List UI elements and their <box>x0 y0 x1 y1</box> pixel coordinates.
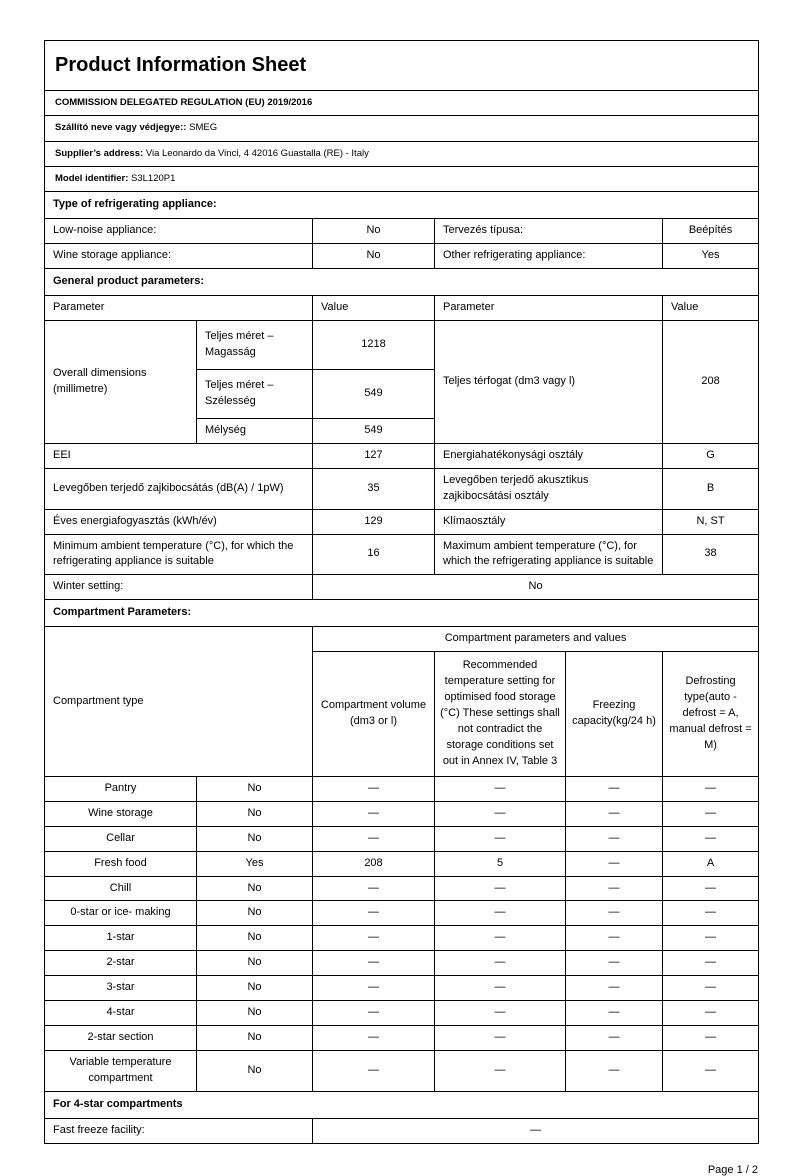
compartment-temp-cell: — <box>435 951 566 976</box>
compartment-volume-cell: — <box>313 976 435 1001</box>
col-header-freezing: Freezing capacity(kg/24 h) <box>566 652 663 777</box>
compartment-freezing-cell: — <box>566 901 663 926</box>
compartment-row <box>45 776 759 801</box>
noise-class-label: Levegőben terjedő akusztikus zajkibocsátási osztály <box>435 468 663 509</box>
supplier-address-row <box>45 141 759 166</box>
wine-storage-appliance-row <box>45 244 759 269</box>
energy-consumption-row <box>45 509 759 534</box>
param-header-1: Parameter <box>45 296 313 321</box>
compartment-present-cell: No <box>197 776 313 801</box>
total-volume-value: 208 <box>663 321 759 444</box>
compartment-volume-cell: 208 <box>313 851 435 876</box>
compartment-present-cell: No <box>197 901 313 926</box>
ambient-temperature-row <box>45 534 759 575</box>
compartment-row <box>45 1026 759 1051</box>
compartment-present-cell: No <box>197 1001 313 1026</box>
compartment-present-cell: Yes <box>197 851 313 876</box>
supplier-name-label: Szállító neve vagy védjegye:: <box>55 122 187 134</box>
supplier-address-value: Via Leonardo da Vinci, 4 42016 Guastalla (RE) - Italy <box>145 147 369 159</box>
min-ambient-value: 16 <box>313 534 435 575</box>
compartment-freezing-cell: — <box>566 976 663 1001</box>
dimension-depth-value: 549 <box>313 418 435 443</box>
page-footer: Page 1 / 2 <box>707 1163 758 1176</box>
compartment-type-cell: Chill <box>45 876 197 901</box>
compartment-defrost-cell: — <box>663 876 759 901</box>
compartment-temp-cell: — <box>435 801 566 826</box>
compartment-row <box>45 976 759 1001</box>
total-volume-label: Teljes térfogat (dm3 vagy l) <box>435 321 663 444</box>
compartment-temp-cell: — <box>435 976 566 1001</box>
compartment-type-cell: Fresh food <box>45 851 197 876</box>
noise-value: 35 <box>313 468 435 509</box>
compartment-temp-cell: — <box>435 1001 566 1026</box>
other-appliance-label: Other refrigerating appliance: <box>435 244 663 269</box>
compartment-type-cell: 3-star <box>45 976 197 1001</box>
product-information-sheet <box>44 40 759 1144</box>
compartment-type-cell: Cellar <box>45 826 197 851</box>
compartment-type-cell: Wine storage <box>45 801 197 826</box>
fast-freeze-row <box>45 1118 759 1143</box>
supplier-name-row <box>45 116 759 141</box>
eei-row <box>45 443 759 468</box>
winter-setting-value: No <box>313 575 759 600</box>
compartment-temp-cell: — <box>435 776 566 801</box>
compartment-present-cell: No <box>197 951 313 976</box>
compartment-row <box>45 901 759 926</box>
compartment-volume-cell: — <box>313 951 435 976</box>
compartment-row <box>45 851 759 876</box>
compartment-defrost-cell: — <box>663 776 759 801</box>
min-ambient-label: Minimum ambient temperature (°C), for which the refrigerating appliance is suitable <box>45 534 313 575</box>
compartment-type-cell: 1-star <box>45 926 197 951</box>
climate-class-value: N, ST <box>663 509 759 534</box>
compartment-defrost-cell: — <box>663 1026 759 1051</box>
param-header-2: Parameter <box>435 296 663 321</box>
compartment-temp-cell: 5 <box>435 851 566 876</box>
compartment-volume-cell: — <box>313 1026 435 1051</box>
compartment-freezing-cell: — <box>566 876 663 901</box>
compartment-volume-cell: — <box>313 826 435 851</box>
low-noise-row <box>45 219 759 244</box>
dimension-height-value: 1218 <box>313 321 435 370</box>
value-header-2: Value <box>663 296 759 321</box>
compartment-freezing-cell: — <box>566 1026 663 1051</box>
compartment-temp-cell: — <box>435 1051 566 1092</box>
dimension-height-label: Teljes méret – Magasság <box>197 321 313 370</box>
compartment-type-cell: 2-star section <box>45 1026 197 1051</box>
compartment-volume-cell: — <box>313 801 435 826</box>
regulation-line: COMMISSION DELEGATED REGULATION (EU) 2019/2016 <box>45 91 759 116</box>
energy-class-value: G <box>663 443 759 468</box>
energy-consumption-label: Éves energiafogyasztás (kWh/év) <box>45 509 313 534</box>
energy-consumption-value: 129 <box>313 509 435 534</box>
compartment-group-header: Compartment parameters and values <box>313 627 759 652</box>
climate-class-label: Klímaosztály <box>435 509 663 534</box>
eei-label: EEI <box>45 443 313 468</box>
compartment-freezing-cell: — <box>566 826 663 851</box>
compartment-temp-cell: — <box>435 901 566 926</box>
energy-class-label: Energiahatékonysági osztály <box>435 443 663 468</box>
compartment-present-cell: No <box>197 1026 313 1051</box>
compartment-freezing-cell: — <box>566 776 663 801</box>
compartment-defrost-cell: — <box>663 976 759 1001</box>
value-header-1: Value <box>313 296 435 321</box>
max-ambient-label: Maximum ambient temperature (°C), for which the refrigerating appliance is suitable <box>435 534 663 575</box>
compartment-present-cell: No <box>197 976 313 1001</box>
general-columns-row <box>45 296 759 321</box>
wine-storage-appliance-value: No <box>313 244 435 269</box>
supplier-name-value: SMEG <box>189 122 218 134</box>
design-type-label: Tervezés típusa: <box>435 219 663 244</box>
col-header-temperature: Recommended temperature setting for optimised food storage (°C) These settings shall not contradict the storage conditions set out in Annex IV, Table 3 <box>435 652 566 777</box>
dimension-width-label: Teljes méret – Szélesség <box>197 369 313 418</box>
compartment-present-cell: No <box>197 1051 313 1092</box>
compartment-defrost-cell: A <box>663 851 759 876</box>
winter-setting-label: Winter setting: <box>45 575 313 600</box>
compartment-temp-cell: — <box>435 1026 566 1051</box>
design-type-value: Beépítés <box>663 219 759 244</box>
low-noise-value: No <box>313 219 435 244</box>
compartment-defrost-cell: — <box>663 926 759 951</box>
compartment-present-cell: No <box>197 801 313 826</box>
compartment-present-cell: No <box>197 926 313 951</box>
supplier-address-label: Supplier’s address: <box>55 147 144 159</box>
general-section-header: General product parameters: <box>45 269 759 296</box>
compartment-row <box>45 826 759 851</box>
compartment-present-cell: No <box>197 826 313 851</box>
compartment-defrost-cell: — <box>663 1001 759 1026</box>
type-section-header: Type of refrigerating appliance: <box>45 192 759 219</box>
wine-storage-appliance-label: Wine storage appliance: <box>45 244 313 269</box>
compartment-temp-cell: — <box>435 876 566 901</box>
model-identifier-label: Model identifier: <box>55 173 129 185</box>
compartment-freezing-cell: — <box>566 951 663 976</box>
compartment-group-header-row <box>45 627 759 652</box>
eei-value: 127 <box>313 443 435 468</box>
low-noise-label: Low-noise appliance: <box>45 219 313 244</box>
dimension-width-value: 549 <box>313 369 435 418</box>
dimensions-height-row <box>45 321 759 370</box>
compartment-volume-cell: — <box>313 776 435 801</box>
model-identifier-value: S3L120P1 <box>131 173 176 185</box>
noise-label: Levegőben terjedő zajkibocsátás (dB(A) / 1pW) <box>45 468 313 509</box>
compartment-section-header: Compartment Parameters: <box>45 600 759 627</box>
noise-class-value: B <box>663 468 759 509</box>
compartment-defrost-cell: — <box>663 826 759 851</box>
compartment-defrost-cell: — <box>663 1051 759 1092</box>
dimension-depth-label: Mélység <box>197 418 313 443</box>
compartment-type-cell: Pantry <box>45 776 197 801</box>
compartment-temp-cell: — <box>435 926 566 951</box>
fast-freeze-value: — <box>313 1118 759 1143</box>
compartment-volume-cell: — <box>313 1051 435 1092</box>
compartment-type-cell: 0-star or ice- making <box>45 901 197 926</box>
other-appliance-value: Yes <box>663 244 759 269</box>
compartment-type-header: Compartment type <box>45 627 313 777</box>
four-star-section-header: For 4-star compartments <box>45 1091 759 1118</box>
overall-dimensions-label: Overall dimensions (millimetre) <box>45 321 197 444</box>
compartment-freezing-cell: — <box>566 851 663 876</box>
compartment-defrost-cell: — <box>663 951 759 976</box>
compartment-volume-cell: — <box>313 1001 435 1026</box>
compartment-row <box>45 1051 759 1092</box>
compartment-row <box>45 1001 759 1026</box>
compartment-present-cell: No <box>197 876 313 901</box>
compartment-type-cell: 2-star <box>45 951 197 976</box>
compartment-freezing-cell: — <box>566 801 663 826</box>
document-page <box>44 40 760 1144</box>
compartment-defrost-cell: — <box>663 901 759 926</box>
col-header-volume: Compartment volume (dm3 or l) <box>313 652 435 777</box>
noise-row <box>45 468 759 509</box>
compartment-volume-cell: — <box>313 926 435 951</box>
compartment-row <box>45 926 759 951</box>
compartment-row <box>45 801 759 826</box>
max-ambient-value: 38 <box>663 534 759 575</box>
model-identifier-row <box>45 167 759 192</box>
compartment-freezing-cell: — <box>566 1051 663 1092</box>
col-header-defrost: Defrosting type(auto - defrost = A, manual defrost = M) <box>663 652 759 777</box>
compartment-type-cell: 4-star <box>45 1001 197 1026</box>
fast-freeze-label: Fast freeze facility: <box>45 1118 313 1143</box>
compartment-defrost-cell: — <box>663 801 759 826</box>
compartment-volume-cell: — <box>313 876 435 901</box>
winter-setting-row <box>45 575 759 600</box>
compartment-freezing-cell: — <box>566 1001 663 1026</box>
compartment-row <box>45 951 759 976</box>
compartment-freezing-cell: — <box>566 926 663 951</box>
compartment-row <box>45 876 759 901</box>
compartment-temp-cell: — <box>435 826 566 851</box>
compartment-volume-cell: — <box>313 901 435 926</box>
page-title: Product Information Sheet <box>45 41 759 91</box>
compartment-type-cell: Variable temperature compartment <box>45 1051 197 1092</box>
